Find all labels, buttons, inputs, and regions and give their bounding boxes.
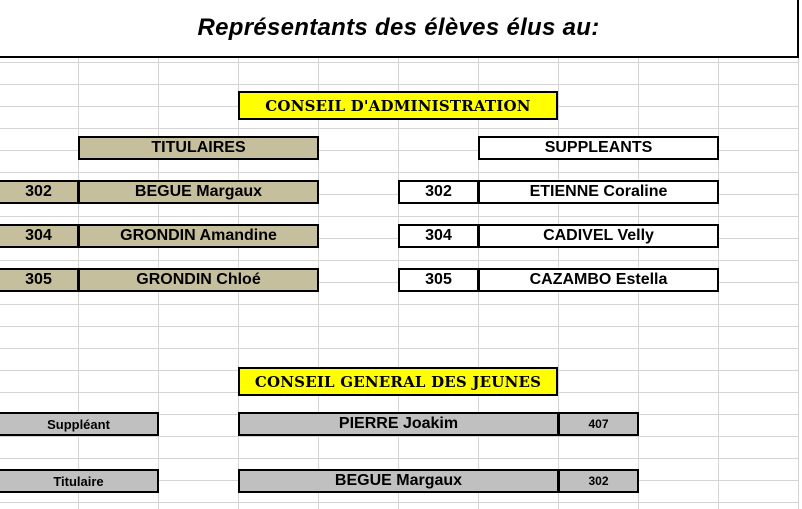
titulaire-classe-cell[interactable] [0,224,79,248]
jeunes-role: Suppléant [47,416,110,432]
titulaire-nom: GRONDIN Amandine [120,227,277,244]
suppleants-header[interactable] [478,136,719,160]
titulaire-nom: GRONDIN Chloé [136,271,261,288]
jeunes-nom: BEGUE Margaux [334,472,463,489]
jeunes-classe: 407 [588,417,609,431]
suppleant-nom-cell[interactable] [478,224,719,248]
suppleant-nom-cell[interactable] [478,180,719,204]
suppleant-classe-cell[interactable] [398,180,479,204]
suppleant-classe: 305 [425,271,452,288]
titulaire-classe-cell[interactable] [0,180,79,204]
jeunes-nom-cell[interactable] [238,412,559,436]
titulaire-classe: 305 [25,271,52,288]
suppleant-nom: ETIENNE Coraline [529,183,668,200]
jeunes-role-cell[interactable] [0,412,159,436]
titulaire-nom-cell[interactable] [78,268,319,292]
titulaire-nom-cell[interactable] [78,180,319,204]
titulaire-nom: BEGUE Margaux [134,183,263,200]
titulaire-nom-cell[interactable] [78,224,319,248]
jeunes-role: Titulaire [53,473,104,489]
jeunes-classe: 302 [588,474,609,488]
titulaires-header-label: TITULAIRES [151,139,246,156]
titulaire-classe: 302 [25,183,52,200]
suppleant-nom: CADIVEL Velly [543,227,654,244]
suppleant-classe-cell[interactable] [398,224,479,248]
jeunes-role-cell[interactable] [0,469,159,493]
titulaire-classe-cell[interactable] [0,268,79,292]
conseil-administration-heading-label: CONSEIL D'ADMINISTRATION [265,96,531,115]
jeunes-classe-cell[interactable] [558,469,639,493]
conseil-general-jeunes-heading[interactable] [238,367,558,396]
jeunes-classe-cell[interactable] [558,412,639,436]
titulaire-classe: 304 [25,227,52,244]
page-title: Représentants des élèves élus au: [197,14,600,41]
jeunes-nom-cell[interactable] [238,469,559,493]
suppleant-classe: 304 [425,227,452,244]
jeunes-nom: PIERRE Joakim [338,415,459,432]
suppleant-classe: 302 [425,183,452,200]
conseil-general-jeunes-heading-label: CONSEIL GENERAL DES JEUNES [254,372,542,391]
suppleants-header-label: SUPPLEANTS [544,139,653,156]
titulaires-header[interactable] [78,136,319,160]
suppleant-classe-cell[interactable] [398,268,479,292]
title-cell[interactable] [0,0,799,58]
conseil-administration-heading[interactable] [238,91,558,120]
suppleant-nom-cell[interactable] [478,268,719,292]
suppleant-nom: CAZAMBO Estella [529,271,668,288]
